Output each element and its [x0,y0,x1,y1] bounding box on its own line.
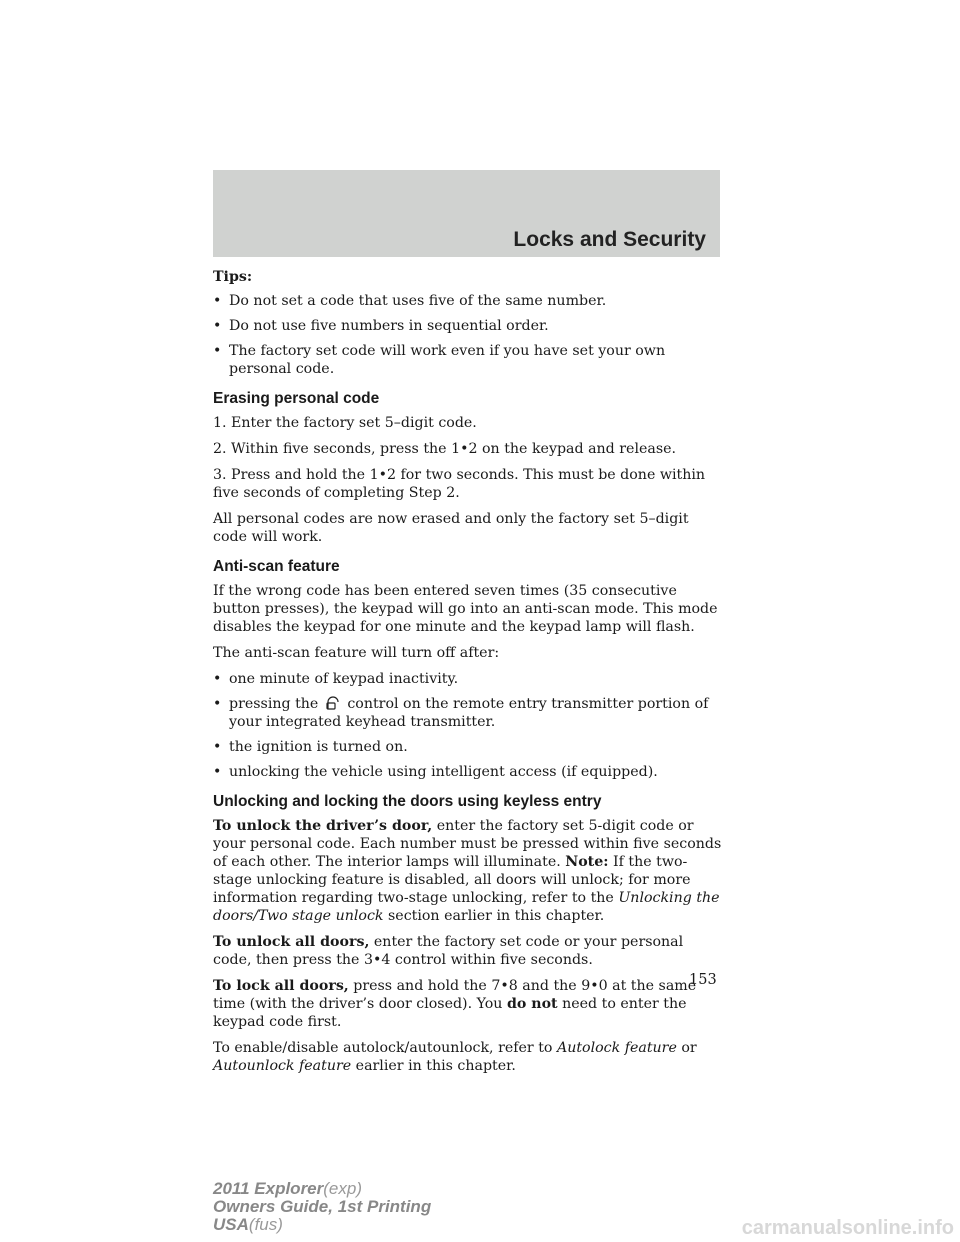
antiscan-item: • one minute of keypad inactivity. [213,671,459,687]
tips-item: • Do not use five numbers in sequential order. [213,318,549,334]
antiscan-lead: The anti-scan feature will turn off after: [213,645,500,661]
keyless-heading: Unlocking and locking the doors using keyless entry [213,793,602,810]
section-header-band [213,170,720,257]
bullet-icon: • [213,696,222,712]
footer-line: Owners Guide, 1st Printing [213,1197,432,1216]
bullet-icon: • [213,764,222,780]
bullet-icon: • [213,343,222,359]
antiscan-intro: If the wrong code has been entered seven times (35 consecutive button presses), the keypad will go into an anti-scan mode. This mode disables the keypad for one minute and the keypad lamp will flash. [213,583,718,635]
keyless-para-unlock-all: To unlock all doors, enter the factory set code or your personal code, then press the 3•4 control within five seconds. [213,934,684,968]
section-title: Locks and Security [513,228,706,251]
footer-line: USA(fus) [213,1215,283,1234]
bullet-icon: • [213,318,222,334]
cross-reference: Autounlock feature [213,1058,352,1074]
tips-item: • The factory set code will work even if you have set your own personal code. [213,343,666,377]
keyless-para-driver: To unlock the driver’s door, enter the factory set 5-digit code or your personal code. Each number must be pressed within five seconds of each other. The interior lamps will illuminate. Note: If the two-stage unlocking feature is disabled, all doors will unlock; for more information regarding two-stage unlocking, refer to the Unlocking the doors/Two stage unlock section earlier in this chapter. [213,818,722,924]
bullet-icon: • [213,671,222,687]
site-watermark: carmanualsonline.info [741,1217,954,1239]
tips-label: Tips: [213,269,253,285]
antiscan-item: • the ignition is turned on. [213,739,408,755]
antiscan-item: • unlocking the vehicle using intelligent access (if equipped). [213,764,658,780]
cross-reference: Unlocking the doors/Two stage unlock [213,890,720,924]
cross-reference: Autolock feature [556,1040,677,1056]
bullet-icon: • [213,293,222,309]
keyless-para-lock-all: To lock all doors, press and hold the 7•8 and the 9•0 at the same time (with the driver’s door closed). You do not need to enter the keypad code first. [213,978,697,1030]
antiscan-heading: Anti-scan feature [213,558,340,575]
erasing-note: All personal codes are now erased and only the factory set 5–digit code will work. [213,511,689,545]
page-number: 153 [689,972,717,988]
page-body [213,268,723,1083]
print-footer [213,1180,431,1234]
bullet-icon: • [213,739,222,755]
unlock-key-icon [325,695,341,711]
erasing-step: 1. Enter the factory set 5–digit code. [213,415,477,431]
erasing-heading: Erasing personal code [213,390,380,407]
erasing-step: 2. Within five seconds, press the 1•2 on the keypad and release. [213,441,677,457]
erasing-step: 3. Press and hold the 1•2 for two seconds. This must be done within five seconds of completing Step 2. [213,467,706,501]
tips-item: • Do not set a code that uses five of the same number. [213,293,607,309]
keyless-para-autolock: To enable/disable autolock/autounlock, refer to Autolock feature or Autounlock feature earlier in this chapter. [213,1040,697,1074]
antiscan-item: • pressing the control on the remote entry transmitter portion of your integrated keyhead transmitter. [213,696,709,730]
footer-line: 2011 Explorer(exp) [213,1179,362,1198]
